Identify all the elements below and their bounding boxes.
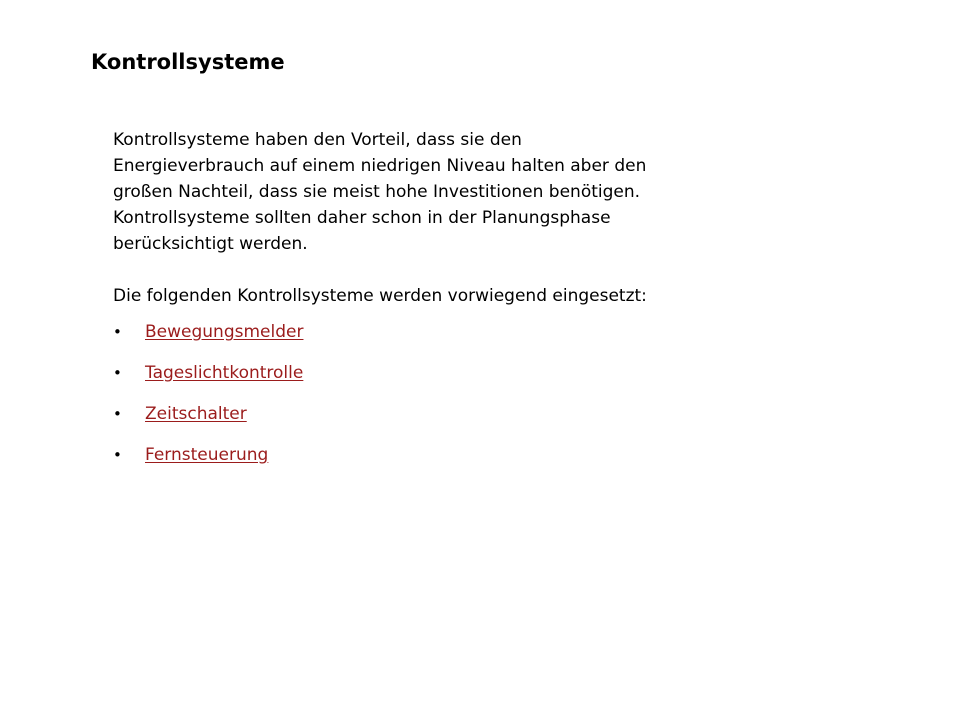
list-item xyxy=(113,442,813,483)
list-item xyxy=(113,401,813,442)
intro-line: Energieverbrauch auf einem niedrigen Niveau halten aber den xyxy=(113,156,647,176)
bullet-icon: • xyxy=(113,364,122,382)
list-lead-text: Die folgenden Kontrollsysteme werden vorwiegend eingesetzt: xyxy=(113,286,647,306)
link-tageslichtkontrolle[interactable]: Tageslichtkontrolle xyxy=(145,363,304,383)
intro-line: berücksichtigt werden. xyxy=(113,234,308,254)
list-item xyxy=(113,319,813,360)
link-fernsteuerung[interactable]: Fernsteuerung xyxy=(145,445,269,465)
intro-line: Kontrollsysteme haben den Vorteil, dass sie den xyxy=(113,130,522,150)
intro-line: großen Nachteil, dass sie meist hohe Investitionen benötigen. xyxy=(113,182,641,202)
link-zeitschalter[interactable]: Zeitschalter xyxy=(145,404,247,424)
list-item xyxy=(113,360,813,401)
control-systems-list xyxy=(113,319,813,483)
page-title: Kontrollsysteme xyxy=(91,50,285,74)
intro-paragraph xyxy=(113,127,803,257)
bullet-icon: • xyxy=(113,323,122,341)
link-bewegungsmelder[interactable]: Bewegungsmelder xyxy=(145,322,304,342)
intro-line: Kontrollsysteme sollten daher schon in der Planungsphase xyxy=(113,208,611,228)
bullet-icon: • xyxy=(113,446,122,464)
bullet-icon: • xyxy=(113,405,122,423)
content-area xyxy=(113,127,813,483)
